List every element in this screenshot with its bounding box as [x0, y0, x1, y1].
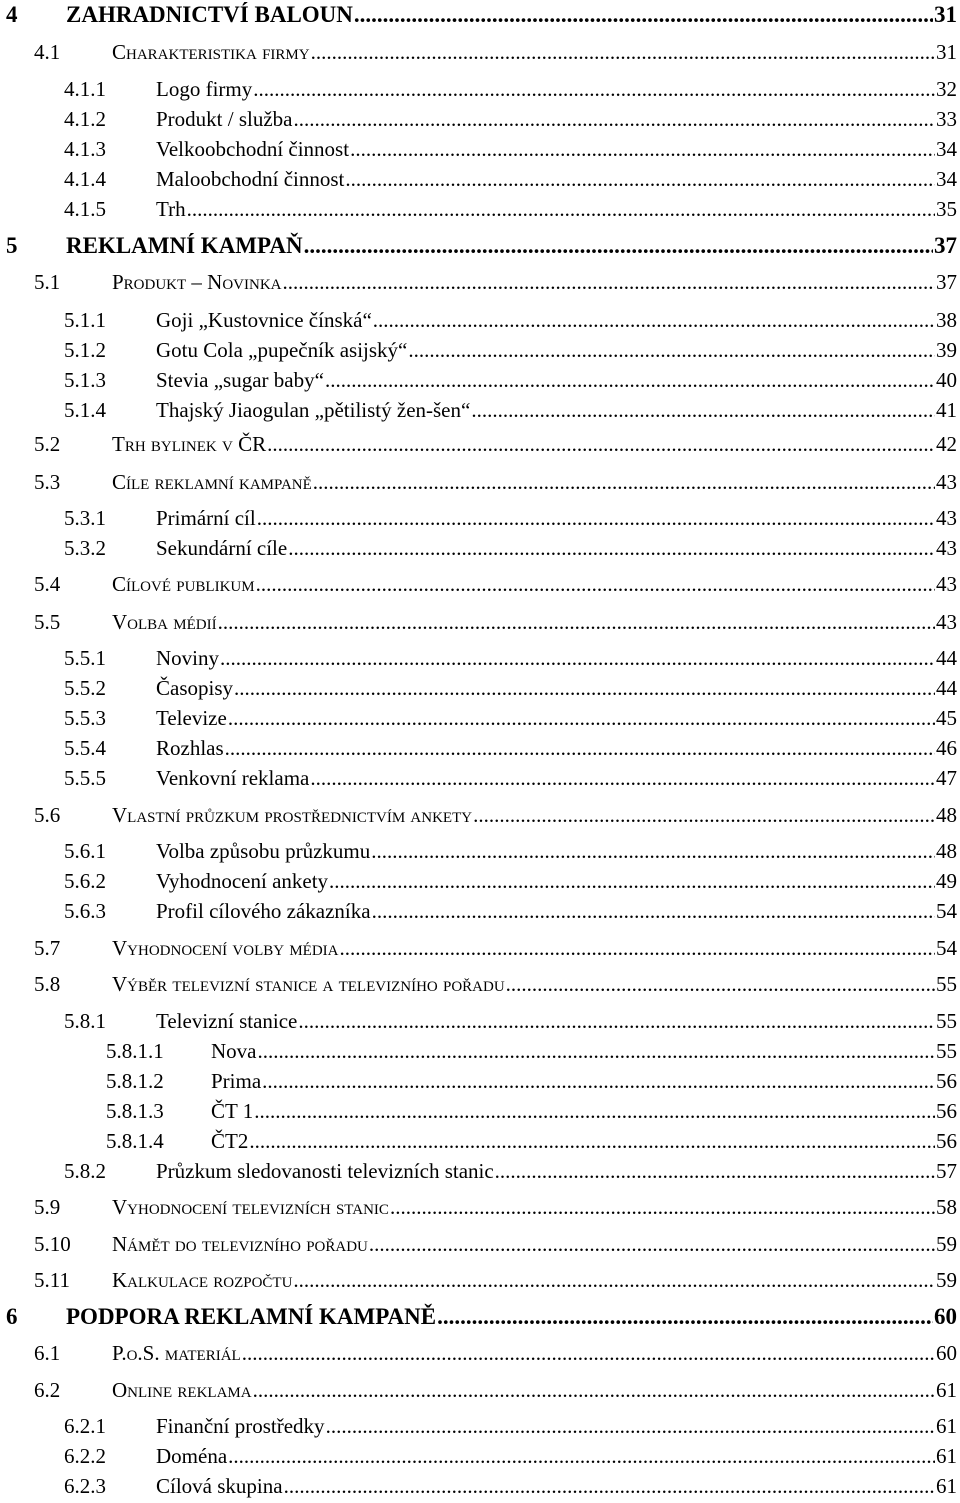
- toc-entry-title: Charakteristika firmy: [112, 40, 310, 64]
- toc-dot-leader: [373, 310, 935, 331]
- toc-entry-title: Televize: [156, 706, 227, 730]
- toc-entry[interactable]: [0, 1071, 957, 1092]
- toc-entry-page: 35: [936, 197, 957, 221]
- toc-entry-page: 41: [936, 398, 957, 422]
- toc-entry[interactable]: [0, 370, 957, 391]
- toc-entry-title: Produkt – Novinka: [112, 270, 282, 294]
- toc-entry-number: 5.5.5: [64, 766, 106, 790]
- toc-dot-leader: [310, 768, 935, 789]
- toc-entry-page: 61: [936, 1444, 957, 1468]
- toc-entry-title: ČT2: [211, 1129, 249, 1153]
- toc-entry[interactable]: [0, 841, 957, 862]
- toc-entry-title: Prima: [211, 1069, 262, 1093]
- toc-entry[interactable]: [0, 1270, 957, 1291]
- toc-entry-number: 6.2.2: [64, 1444, 106, 1468]
- toc-dot-leader: [298, 1011, 935, 1032]
- toc-entry-page: 43: [936, 572, 957, 596]
- toc-entry[interactable]: [0, 1380, 957, 1401]
- toc-entry[interactable]: [0, 1234, 957, 1255]
- toc-entry-title: Kalkulace rozpočtu: [112, 1268, 293, 1292]
- toc-entry-title: Vlastní průzkum prostřednictvím ankety: [112, 803, 473, 827]
- toc-dot-leader: [369, 1234, 935, 1255]
- toc-entry[interactable]: [0, 1446, 957, 1467]
- toc-entry-page: 32: [936, 77, 957, 101]
- toc-entry[interactable]: [0, 42, 957, 63]
- toc-entry-page: 43: [936, 610, 957, 634]
- toc-entry[interactable]: [0, 574, 957, 595]
- toc-entry[interactable]: [0, 310, 957, 331]
- toc-entry-title: Online reklama: [112, 1378, 252, 1402]
- toc-entry-page: 49: [936, 869, 957, 893]
- toc-entry-number: 6.2.3: [64, 1474, 106, 1498]
- toc-entry[interactable]: [0, 708, 957, 729]
- toc-entry-page: 59: [936, 1232, 957, 1256]
- toc-entry-title: Vyhodnocení ankety: [156, 869, 329, 893]
- toc-entry-number: 5.8: [34, 972, 61, 996]
- toc-entry[interactable]: [0, 109, 957, 130]
- toc-dot-leader: [284, 1476, 935, 1497]
- toc-entry-number: 5.3.1: [64, 506, 106, 530]
- toc-entry-title: Thajský Jiaogulan „pětilistý žen-šen“: [156, 398, 471, 422]
- toc-entry[interactable]: [0, 139, 957, 160]
- toc-entry[interactable]: [0, 234, 957, 257]
- toc-entry-page: 43: [936, 536, 957, 560]
- toc-entry-number: 5.5.3: [64, 706, 106, 730]
- toc-entry-title: ZAHRADNICTVÍ BALOUN: [66, 2, 353, 27]
- toc-dot-leader: [313, 472, 935, 493]
- toc-entry-page: 61: [936, 1378, 957, 1402]
- toc-entry[interactable]: [0, 738, 957, 759]
- toc-entry-number: 4.1.1: [64, 77, 106, 101]
- toc-dot-leader: [228, 708, 935, 729]
- toc-entry-number: 5.8.1: [64, 1009, 106, 1033]
- toc-entry[interactable]: [0, 938, 957, 959]
- toc-entry-number: 5.6.3: [64, 899, 106, 923]
- toc-dot-leader: [249, 1131, 935, 1152]
- toc-entry-number: 5.1.1: [64, 308, 106, 332]
- toc-entry[interactable]: [0, 472, 957, 493]
- toc-entry-page: 55: [936, 1039, 957, 1063]
- toc-entry-number: 5.5.1: [64, 646, 106, 670]
- toc-entry-title: P.o.S. materiál: [112, 1341, 241, 1365]
- toc-entry-number: 5.1: [34, 270, 61, 294]
- toc-entry-title: Profil cílového zákazníka: [156, 899, 371, 923]
- toc-entry[interactable]: [0, 901, 957, 922]
- toc-dot-leader: [371, 841, 935, 862]
- toc-entry-page: 37: [934, 233, 957, 258]
- toc-entry-title: Trh: [156, 197, 186, 221]
- toc-dot-leader: [257, 508, 935, 529]
- toc-entry-page: 43: [936, 506, 957, 530]
- toc-dot-leader: [267, 434, 935, 455]
- toc-entry-number: 4.1.5: [64, 197, 106, 221]
- toc-entry[interactable]: [0, 1305, 957, 1328]
- toc-entry-number: 5.1.4: [64, 398, 106, 422]
- toc-entry-title: Televizní stanice: [156, 1009, 298, 1033]
- toc-dot-leader: [220, 648, 935, 669]
- toc-dot-leader: [304, 234, 933, 257]
- toc-entry-title: Rozhlas: [156, 736, 224, 760]
- toc-entry-title: Doména: [156, 1444, 228, 1468]
- toc-dot-leader: [390, 1197, 935, 1218]
- toc-dot-leader: [345, 169, 935, 190]
- toc-entry-number: 5.8.1.2: [106, 1069, 164, 1093]
- toc-entry[interactable]: [0, 871, 957, 892]
- toc-entry-number: 5.7: [34, 936, 61, 960]
- toc-entry-number: 5.10: [34, 1232, 71, 1256]
- toc-entry[interactable]: [0, 1197, 957, 1218]
- toc-dot-leader: [253, 1380, 935, 1401]
- toc-entry[interactable]: [0, 678, 957, 699]
- toc-entry-number: 4.1: [34, 40, 61, 64]
- toc-entry-page: 56: [936, 1099, 957, 1123]
- toc-entry-page: 48: [936, 839, 957, 863]
- toc-entry-title: Noviny: [156, 646, 219, 670]
- toc-entry-page: 44: [936, 646, 957, 670]
- toc-entry-page: 61: [936, 1414, 957, 1438]
- toc-entry-number: 6.1: [34, 1341, 61, 1365]
- toc-entry[interactable]: [0, 199, 957, 220]
- toc-entry-page: 31: [936, 40, 957, 64]
- toc-entry-page: 56: [936, 1069, 957, 1093]
- toc-entry-title: Výběr televizní stanice a televizního pořadu: [112, 972, 505, 996]
- toc-dot-leader: [326, 1416, 935, 1437]
- toc-entry[interactable]: [0, 612, 957, 633]
- toc-entry[interactable]: [0, 538, 957, 559]
- toc-entry-title: Nova: [211, 1039, 257, 1063]
- toc-entry-page: 42: [936, 432, 957, 456]
- toc-entry-page: 31: [934, 2, 957, 27]
- toc-entry-number: 5.11: [34, 1268, 70, 1292]
- toc-entry-title: Cílové publikum: [112, 572, 255, 596]
- toc-entry-number: 6: [6, 1304, 18, 1329]
- toc-entry-number: 5.5.2: [64, 676, 106, 700]
- toc-entry-number: 5.2: [34, 432, 61, 456]
- toc-entry-title: REKLAMNÍ KAMPAŇ: [66, 233, 303, 258]
- toc-entry-number: 5.9: [34, 1195, 61, 1219]
- toc-entry-number: 5.5.4: [64, 736, 106, 760]
- toc-entry-title: ČT 1: [211, 1099, 254, 1123]
- toc-entry-number: 4.1.2: [64, 107, 106, 131]
- toc-entry-number: 5.4: [34, 572, 61, 596]
- toc-dot-leader: [473, 805, 935, 826]
- toc-entry-page: 40: [936, 368, 957, 392]
- toc-dot-leader: [187, 199, 935, 220]
- toc-entry[interactable]: [0, 3, 957, 26]
- toc-entry-title: Maloobchodní činnost: [156, 167, 345, 191]
- toc-dot-leader: [437, 1305, 933, 1328]
- toc-entry-number: 5.6.1: [64, 839, 106, 863]
- toc-dot-leader: [354, 3, 933, 26]
- toc-dot-leader: [325, 370, 935, 391]
- toc-entry-title: Volba médií: [112, 610, 217, 634]
- toc-entry-number: 5.8.2: [64, 1159, 106, 1183]
- toc-entry[interactable]: [0, 434, 957, 455]
- toc-entry-page: 59: [936, 1268, 957, 1292]
- toc-entry-page: 48: [936, 803, 957, 827]
- toc-entry-title: Venkovní reklama: [156, 766, 310, 790]
- toc-entry[interactable]: [0, 340, 957, 361]
- toc-entry[interactable]: [0, 1476, 957, 1497]
- toc-entry-number: 5.8.1.4: [106, 1129, 164, 1153]
- toc-entry[interactable]: [0, 169, 957, 190]
- toc-entry-number: 5.3.2: [64, 536, 106, 560]
- toc-entry-page: 58: [936, 1195, 957, 1219]
- toc-entry-page: 55: [936, 972, 957, 996]
- toc-entry-title: Sekundární cíle: [156, 536, 288, 560]
- toc-entry-title: Časopisy: [156, 676, 234, 700]
- toc-dot-leader: [228, 1446, 935, 1467]
- toc-entry-title: Gotu Cola „pupečník asijský“: [156, 338, 408, 362]
- toc-entry-title: Námět do televizního pořadu: [112, 1232, 368, 1256]
- toc-dot-leader: [495, 1161, 935, 1182]
- toc-entry-title: Cíle reklamní kampaně: [112, 470, 312, 494]
- toc-entry-title: Primární cíl: [156, 506, 256, 530]
- toc-dot-leader: [294, 109, 936, 130]
- toc-entry-page: 37: [936, 270, 957, 294]
- toc-dot-leader: [408, 340, 935, 361]
- toc-entry-number: 5.8.1.1: [106, 1039, 164, 1063]
- toc-entry-page: 46: [936, 736, 957, 760]
- toc-entry-page: 47: [936, 766, 957, 790]
- toc-dot-leader: [372, 901, 935, 922]
- toc-entry-page: 55: [936, 1009, 957, 1033]
- toc-entry-title: Vyhodnocení televizních stanic: [112, 1195, 389, 1219]
- toc-entry-title: Vyhodnocení volby média: [112, 936, 339, 960]
- toc-dot-leader: [254, 1101, 935, 1122]
- toc-dot-leader: [288, 538, 935, 559]
- toc-entry-page: 38: [936, 308, 957, 332]
- toc-dot-leader: [262, 1071, 935, 1092]
- toc-dot-leader: [506, 974, 935, 995]
- toc-entry[interactable]: [0, 1343, 957, 1364]
- toc-entry-title: Finanční prostředky: [156, 1414, 325, 1438]
- toc-entry-number: 5.6.2: [64, 869, 106, 893]
- toc-entry-number: 4.1.4: [64, 167, 106, 191]
- toc-dot-leader: [253, 79, 935, 100]
- toc-entry-title: Produkt / služba: [156, 107, 293, 131]
- toc-entry[interactable]: [0, 1416, 957, 1437]
- toc-entry-page: 34: [936, 137, 957, 161]
- toc-entry[interactable]: [0, 272, 957, 293]
- toc-dot-leader: [311, 42, 935, 63]
- toc-entry-page: 60: [934, 1304, 957, 1329]
- toc-dot-leader: [350, 139, 935, 160]
- toc-entry-title: Cílová skupina: [156, 1474, 283, 1498]
- toc-entry[interactable]: [0, 79, 957, 100]
- toc-entry-page: 54: [936, 936, 957, 960]
- toc-entry[interactable]: [0, 1011, 957, 1032]
- toc-entry-number: 4.1.3: [64, 137, 106, 161]
- toc-dot-leader: [234, 678, 935, 699]
- toc-dot-leader: [242, 1343, 935, 1364]
- toc-entry-page: 57: [936, 1159, 957, 1183]
- toc-entry-number: 6.2: [34, 1378, 61, 1402]
- toc-entry[interactable]: [0, 400, 957, 421]
- toc-entry-title: Velkoobchodní činnost: [156, 137, 350, 161]
- toc-entry-page: 56: [936, 1129, 957, 1153]
- toc-entry-number: 6.2.1: [64, 1414, 106, 1438]
- toc-entry-title: Trh bylinek v ČR: [112, 432, 267, 456]
- toc-entry[interactable]: [0, 974, 957, 995]
- toc-dot-leader: [218, 612, 935, 633]
- toc-entry-page: 39: [936, 338, 957, 362]
- toc-entry-title: Průzkum sledovanosti televizních stanic: [156, 1159, 494, 1183]
- toc-entry-page: 44: [936, 676, 957, 700]
- toc-entry-title: Goji „Kustovnice čínská“: [156, 308, 372, 332]
- toc-dot-leader: [339, 938, 935, 959]
- toc-dot-leader: [258, 1041, 936, 1062]
- toc-entry-page: 43: [936, 470, 957, 494]
- toc-entry[interactable]: [0, 805, 957, 826]
- toc-entry-page: 54: [936, 899, 957, 923]
- toc-entry-number: 5.1.3: [64, 368, 106, 392]
- toc-entry-number: 4: [6, 2, 18, 27]
- toc-entry-number: 5.1.2: [64, 338, 106, 362]
- toc-entry-page: 60: [936, 1341, 957, 1365]
- toc-entry-number: 5.8.1.3: [106, 1099, 164, 1123]
- toc-dot-leader: [225, 738, 935, 759]
- toc-dot-leader: [329, 871, 935, 892]
- toc-entry[interactable]: [0, 1161, 957, 1182]
- toc-entry[interactable]: [0, 1131, 957, 1152]
- toc-entry[interactable]: [0, 1041, 957, 1062]
- toc-dot-leader: [293, 1270, 935, 1291]
- toc-entry-title: Stevia „sugar baby“: [156, 368, 324, 392]
- toc-entry-number: 5: [6, 233, 18, 258]
- toc-entry-number: 5.3: [34, 470, 61, 494]
- toc-entry-number: 5.5: [34, 610, 61, 634]
- toc-entry-number: 5.6: [34, 803, 61, 827]
- toc-entry-page: 34: [936, 167, 957, 191]
- toc-entry-title: Volba způsobu průzkumu: [156, 839, 371, 863]
- toc-entry[interactable]: [0, 768, 957, 789]
- toc-dot-leader: [283, 272, 936, 293]
- toc-entry[interactable]: [0, 648, 957, 669]
- toc-entry-title: PODPORA REKLAMNÍ KAMPANĚ: [66, 1304, 437, 1329]
- toc-dot-leader: [256, 574, 935, 595]
- toc-entry-page: 33: [936, 107, 957, 131]
- toc-entry[interactable]: [0, 508, 957, 529]
- toc-entry-title: Logo firmy: [156, 77, 253, 101]
- toc-entry[interactable]: [0, 1101, 957, 1122]
- toc-dot-leader: [471, 400, 935, 421]
- toc-entry-page: 61: [936, 1474, 957, 1498]
- toc-entry-page: 45: [936, 706, 957, 730]
